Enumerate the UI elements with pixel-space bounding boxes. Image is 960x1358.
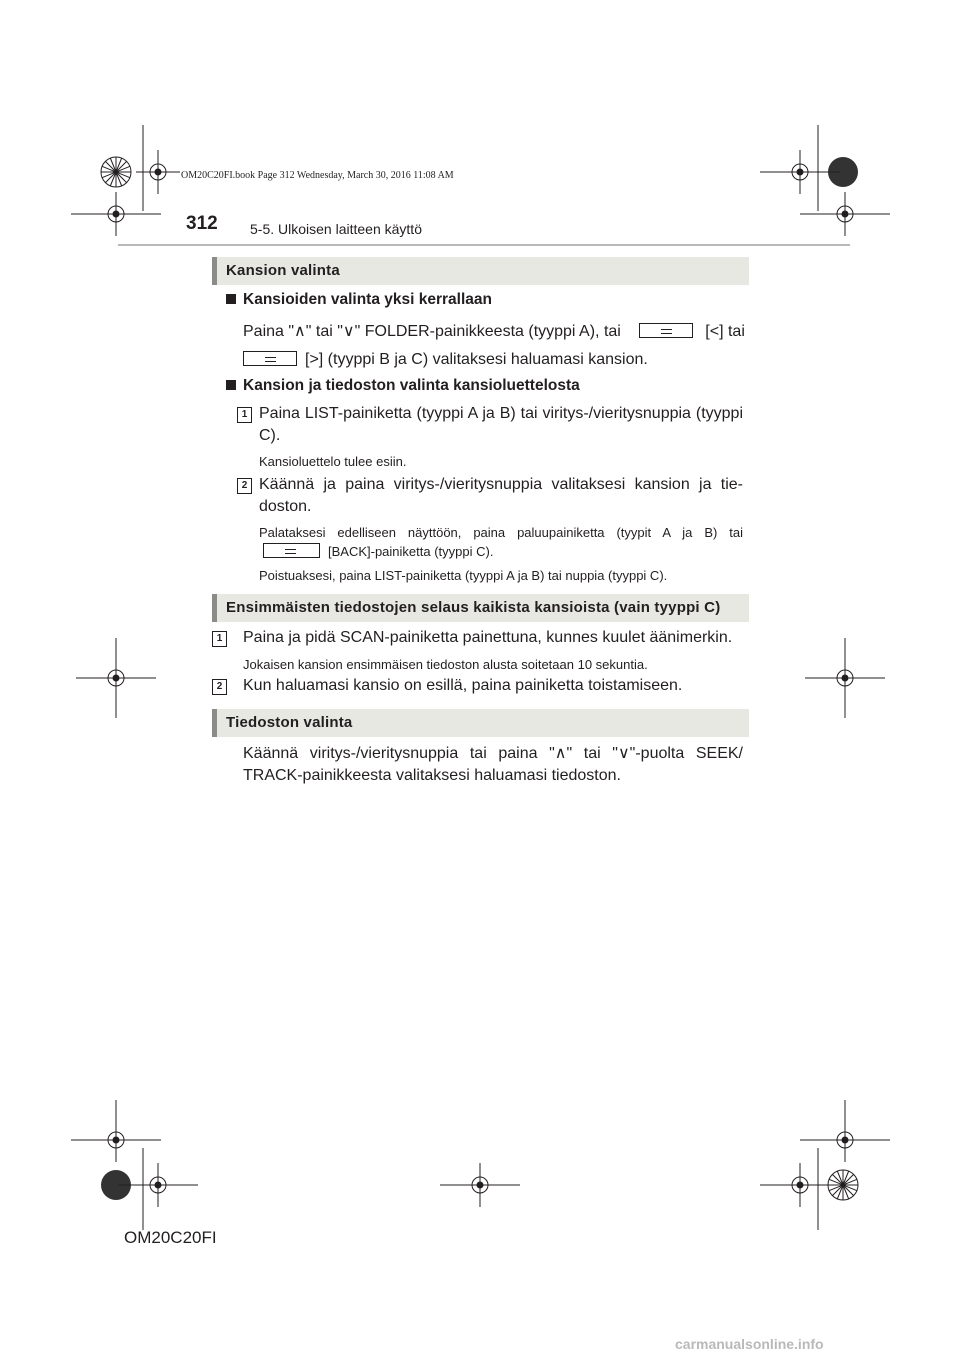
footer-code: OM20C20FI [124,1228,217,1247]
section-heading-scan [212,594,749,622]
registration-mark-icon [71,1100,161,1162]
paragraph-text: Paina "∧" tai "∨" FOLDER-painikkeesta (tyyppi A), tai [243,323,621,340]
registration-mark-icon [440,1163,520,1207]
step-number-1: 1 [237,407,252,423]
section-heading-tiedoston-valinta [212,709,749,737]
scan-step-1-text: Paina ja pidä SCAN-painiketta painettuna, kunnes kuulet äänimerkin. [243,629,733,646]
square-bullet-icon [226,380,236,390]
registration-mark-icon [76,638,156,718]
scan-step-2-text: Kun haluamasi kansio on esillä, paina painiketta toistamiseen. [243,677,683,694]
registration-mark-icon [760,150,840,194]
step-2-note-exit: Poistuaksesi, paina LIST-painiketta (tyyppi A ja B) tai nuppia (tyyppi C). [259,568,668,583]
button-key-icon [243,351,297,366]
step-1-note: Kansioluettelo tulee esiin. [259,454,407,469]
registration-mark-icon [800,1100,890,1162]
registration-mark-icon [805,638,885,718]
paragraph-folder-buttons [243,321,745,343]
running-header: 5-5. Ulkoisen laitteen käyttö [250,221,422,237]
section-heading-text: Tiedoston valinta [226,714,353,731]
registration-mark-icon [760,1163,840,1207]
registration-mark-icon [800,192,890,236]
button-key-icon [639,323,693,338]
registration-mark-icon [71,192,161,236]
paragraph-text: [>] (tyyppi B ja C) valitaksesi haluamasi kansion. [305,351,648,368]
step-2-note-return-cont [259,542,493,561]
subheading-one-at-a-time [226,291,492,309]
watermark: carmanualsonline.info [675,1336,824,1352]
paragraph-text: [<] tai [705,323,745,340]
step-2-note-return: Palataksesi edelliseen näyttöön, paina paluupainiketta (tyypit A ja B) tai [259,525,743,540]
section-heading-text: Kansion valinta [226,262,340,279]
step-1-text: Paina LIST-painiketta (tyyppi A ja B) tai viritys-/vieritysnuppia (tyyppi C). [259,405,743,444]
section-heading-text: Ensimmäisten tiedostojen selaus kaikista kansioista (vain tyyppi C) [226,599,721,616]
starburst-icon [101,157,131,187]
file-select-text [243,743,743,787]
step-2-text [259,474,743,518]
paragraph-folder-buttons-cont [243,349,648,371]
page-number: 312 [186,213,218,234]
subheading-text: Kansioiden valinta yksi kerrallaan [243,291,492,308]
step-number-2: 2 [237,478,252,494]
note-text: [BACK]-painiketta (tyyppi C). [328,544,494,559]
step-2-text-line: doston. [259,498,312,515]
step-2-text-line: Käännä ja paina viritys-/vieritysnuppia valitaksesi kansion ja tie- [259,476,743,493]
registration-mark-icon [118,1163,198,1207]
subheading-text: Kansion ja tiedoston valinta kansioluettelosta [243,377,580,394]
file-select-line: TRACK-painikkeesta valitaksesi haluamasi tiedoston. [243,767,621,784]
button-key-icon [263,543,320,558]
subheading-folder-list [226,377,580,395]
file-select-line: Käännä viritys-/vieritysnuppia tai paina "∧" tai "∨"-puolta SEEK/ [243,745,743,762]
book-info: OM20C20FI.book Page 312 Wednesday, March 30, 2016 11:08 AM [181,170,454,181]
step-number-2: 2 [212,679,227,695]
scan-step-1-note: Jokaisen kansion ensimmäisen tiedoston alusta soitetaan 10 sekuntia. [243,657,648,672]
square-bullet-icon [226,294,236,304]
header-rule [118,244,850,246]
step-number-1: 1 [212,631,227,647]
section-heading-kansion-valinta [212,257,749,285]
